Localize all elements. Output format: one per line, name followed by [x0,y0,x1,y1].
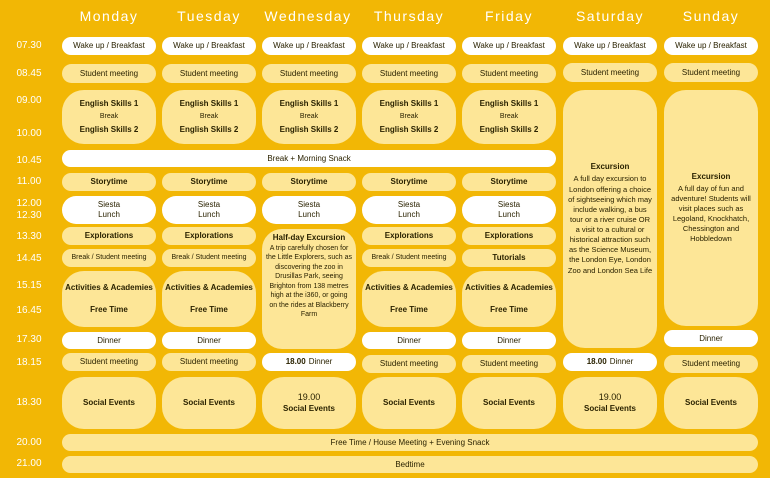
dinner-thursday: Dinner [362,332,456,349]
activities-friday [462,271,556,327]
time-label: 07.30 [16,40,42,51]
saturday-excursion [563,90,657,348]
sunday-excursion-text: A full day of fun and adventure! Students will visit places such as Legoland, Knockhatch, Chessington and Hobbledown [671,183,751,244]
student-meeting-sunday: Student meeting [664,63,758,82]
explorations-thursday: Explorations [362,227,456,245]
social-time: 19.00 [297,392,321,403]
english-skills-1: English Skills 1 [279,98,339,108]
free-time-label: Free Time [190,305,228,314]
student-meeting-saturday: Student meeting [563,63,657,82]
english-skills-1: English Skills 1 [379,98,439,108]
wake-up-saturday: Wake up / Breakfast [563,37,657,55]
explorations-tuesday: Explorations [162,227,256,245]
siesta-lunch-wednesday [262,196,356,224]
time-label: 10.45 [16,155,42,166]
social-events-wednesday [262,377,356,429]
dinner-label: Dinner [609,357,634,366]
english-skills-tuesday [162,90,256,144]
time-label: 17.30 [16,334,42,345]
english-skills-friday [462,90,556,144]
english-skills-1: English Skills 1 [79,98,139,108]
tutorials-friday: Tutorials [462,249,556,267]
wake-up-wednesday: Wake up / Breakfast [262,37,356,55]
sunday-excursion [664,90,758,326]
time-label: 16.45 [16,305,42,316]
student-meeting-monday: Student meeting [62,64,156,83]
time-label: 10.00 [16,128,42,139]
english-skills-2: English Skills 2 [79,125,139,135]
free-time-house-meeting-bar: Free Time / House Meeting + Evening Snack [62,434,758,451]
time-label: 20.00 [16,437,42,448]
break-label: Break [199,112,219,120]
social-time: 19.00 [598,392,622,403]
time-label: 18.15 [16,357,42,368]
lunch-label: Lunch [398,210,420,219]
break-label: Break [99,112,119,120]
activities-label: Activities & Academies [365,283,453,292]
time-label: 08.45 [16,68,42,79]
dinner-evening-wednesday [262,353,356,371]
break-label: Break [299,112,319,120]
dinner-sunday: Dinner [664,330,758,347]
activities-thursday [362,271,456,327]
explorations-friday: Explorations [462,227,556,245]
siesta-lunch-thursday [362,196,456,224]
activities-label: Activities & Academies [165,283,253,292]
english-skills-2: English Skills 2 [279,125,339,135]
day-header-friday: Friday [485,8,533,24]
social-events-tuesday: Social Events [162,377,256,429]
saturday-excursion-title: Excursion [590,162,630,172]
student-meeting-evening-sunday: Student meeting [664,355,758,373]
time-label: 09.00 [16,95,42,106]
dinner-label: Dinner [308,357,333,366]
free-time-label: Free Time [490,305,528,314]
dinner-monday: Dinner [62,332,156,349]
student-meeting-evening-monday: Student meeting [62,353,156,371]
free-time-label: Free Time [390,305,428,314]
student-meeting-tuesday: Student meeting [162,64,256,83]
dinner-tuesday: Dinner [162,332,256,349]
english-skills-wednesday [262,90,356,144]
time-label: 21.00 [16,458,42,469]
siesta-label: Siesta [397,200,421,209]
day-header-thursday: Thursday [373,8,445,24]
social-events-sunday: Social Events [664,377,758,429]
siesta-label: Siesta [197,200,221,209]
english-skills-1: English Skills 1 [479,98,539,108]
student-meeting-wednesday: Student meeting [262,64,356,83]
day-header-sunday: Sunday [682,8,740,24]
lunch-label: Lunch [198,210,220,219]
half-day-excursion-text: A trip carefully chosen for the Little Explorers, such as discovering the zoo in Drusillas Park, seeing Brighton from 138 metres high at the i360, or going on the rides at Blackberry Farm [266,245,352,319]
activities-label: Activities & Academies [65,283,153,292]
social-label: Social Events [282,403,336,413]
siesta-lunch-tuesday [162,196,256,224]
english-skills-thursday [362,90,456,144]
wake-up-monday: Wake up / Breakfast [62,37,156,55]
english-skills-2: English Skills 2 [379,125,439,135]
storytime-wednesday: Storytime [262,173,356,191]
sunday-excursion-title: Excursion [691,171,731,181]
bedtime-bar: Bedtime [62,456,758,473]
lunch-label: Lunch [498,210,520,219]
student-meeting-evening-tuesday: Student meeting [162,353,256,371]
siesta-lunch-friday [462,196,556,224]
break-label: Break [399,112,419,120]
time-label: 18.30 [16,397,42,408]
dinner-friday: Dinner [462,332,556,349]
storytime-tuesday: Storytime [162,173,256,191]
break-student-meeting-tuesday: Break / Student meeting [162,249,256,267]
day-header-saturday: Saturday [575,8,645,24]
time-label: 12.30 [16,210,42,221]
wake-up-tuesday: Wake up / Breakfast [162,37,256,55]
time-label: 13.30 [16,231,42,242]
social-events-saturday [563,377,657,429]
free-time-label: Free Time [90,305,128,314]
activities-label: Activities & Academies [465,283,553,292]
storytime-monday: Storytime [62,173,156,191]
siesta-label: Siesta [97,200,121,209]
english-skills-2: English Skills 2 [479,125,539,135]
wake-up-thursday: Wake up / Breakfast [362,37,456,55]
break-student-meeting-thursday: Break / Student meeting [362,249,456,267]
morning-snack-bar: Break + Morning Snack [62,150,556,167]
lunch-label: Lunch [98,210,120,219]
time-label: 14.45 [16,253,42,264]
activities-tuesday [162,271,256,327]
break-label: Break [499,112,519,120]
wake-up-friday: Wake up / Breakfast [462,37,556,55]
siesta-label: Siesta [297,200,321,209]
lunch-label: Lunch [298,210,320,219]
student-meeting-evening-friday: Student meeting [462,355,556,373]
student-meeting-thursday: Student meeting [362,64,456,83]
student-meeting-friday: Student meeting [462,64,556,83]
time-label: 15.15 [16,280,42,291]
wake-up-sunday: Wake up / Breakfast [664,37,758,55]
day-header-tuesday: Tuesday [177,8,241,24]
social-events-monday: Social Events [62,377,156,429]
explorations-monday: Explorations [62,227,156,245]
social-label: Social Events [583,403,637,413]
student-meeting-evening-thursday: Student meeting [362,355,456,373]
siesta-label: Siesta [497,200,521,209]
english-skills-monday [62,90,156,144]
time-label: 12.00 [16,198,42,209]
half-day-excursion-wednesday [262,229,356,349]
break-student-meeting-monday: Break / Student meeting [62,249,156,267]
day-header-wednesday: Wednesday [264,8,352,24]
social-events-friday: Social Events [462,377,556,429]
dinner-time: 18.00 [285,357,306,366]
storytime-thursday: Storytime [362,173,456,191]
half-day-excursion-title: Half-day Excursion [272,233,346,242]
english-skills-2: English Skills 2 [179,125,239,135]
time-label: 11.00 [16,176,42,187]
saturday-excursion-text: A full day excursion to London offering a choice of sightseeing which may include walking, a bus tour or a river cruise OR a visit to a cultural or historical attraction such as the Science Museum, the London Eye, London Zoo and London Sea Life [567,174,653,275]
english-skills-1: English Skills 1 [179,98,239,108]
day-header-monday: Monday [79,8,139,24]
dinner-time: 18.00 [586,357,607,366]
storytime-friday: Storytime [462,173,556,191]
siesta-lunch-monday [62,196,156,224]
dinner-evening-saturday [563,353,657,371]
social-events-thursday: Social Events [362,377,456,429]
activities-monday [62,271,156,327]
